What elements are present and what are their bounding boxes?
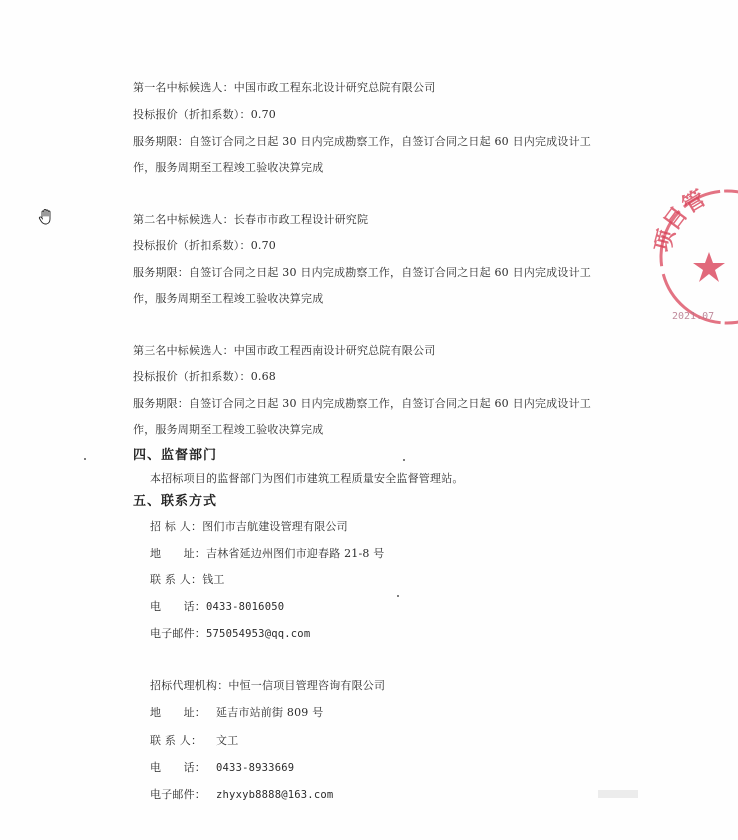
candidate-3-title: 第三名中标候选人：中国市政工程西南设计研究总院有限公司 — [133, 344, 436, 357]
candidate-3-service-line2: 作，服务周期至工程竣工验收决算完成 — [133, 423, 324, 436]
agency-row — [150, 679, 385, 693]
agency-email-row — [150, 788, 333, 802]
scan-dot — [84, 458, 86, 460]
agency-contact-value: 文工 — [216, 734, 239, 747]
candidate-1-service-line1: 服务期限：自签订合同之日起 30 日内完成勘察工作，自签订合同之日起 60 日内完成设计工 — [133, 135, 591, 148]
tenderer-contact-row — [150, 573, 225, 587]
tenderer-address-value: 吉林省延边州图们市迎春路 21-8 号 — [206, 547, 385, 560]
candidate-3-service-line1: 服务期限：自签订合同之日起 30 日内完成勘察工作，自签订合同之日起 60 日内完成设计工 — [133, 397, 591, 410]
agency-contact-label: 联 系 人： — [150, 734, 203, 747]
agency-contact-row — [150, 734, 238, 748]
tenderer-contact-value: 钱工 — [202, 573, 225, 586]
candidate-2-bid: 投标报价（折扣系数）：0.70 — [133, 239, 276, 252]
agency-value: 中恒一信项目管理咨询有限公司 — [228, 679, 386, 692]
tenderer-email-label: 电子邮件： — [150, 627, 206, 640]
tenderer-phone-row — [150, 600, 284, 614]
scan-speck — [598, 790, 638, 798]
supervision-text: 本招标项目的监督部门为图们市建筑工程质量安全监督管理站。 — [150, 472, 464, 485]
official-seal-icon — [649, 182, 738, 332]
seal-text: 项目管 — [649, 185, 711, 255]
tenderer-address-row — [150, 547, 385, 561]
scan-dot — [403, 459, 405, 461]
candidate-1-bid: 投标报价（折扣系数）：0.70 — [133, 108, 276, 121]
candidate-1-title: 第一名中标候选人：中国市政工程东北设计研究总院有限公司 — [133, 81, 436, 94]
tenderer-email-value: 575054953@qq.com — [206, 628, 311, 640]
agency-label: 招标代理机构： — [150, 679, 229, 692]
candidate-2-service-line2: 作，服务周期至工程竣工验收决算完成 — [133, 292, 324, 305]
candidate-2-title: 第二名中标候选人：长春市市政工程设计研究院 — [133, 213, 369, 226]
tenderer-label: 招 标 人： — [150, 520, 203, 533]
agency-phone-label: 电 话： — [150, 761, 206, 774]
hand-pointer-icon — [38, 208, 54, 226]
tenderer-address-label: 地 址： — [150, 547, 206, 560]
tenderer-value: 图们市吉航建设管理有限公司 — [202, 520, 348, 533]
agency-phone-value: 0433-8933669 — [216, 762, 295, 774]
tenderer-row — [150, 520, 348, 534]
agency-address-row — [150, 706, 323, 720]
agency-address-value: 延吉市站前街 809 号 — [216, 706, 324, 719]
seal-date: 2021.07 — [672, 311, 715, 322]
agency-email-label: 电子邮件： — [150, 788, 206, 801]
svg-text:项目管 — [650, 185, 710, 254]
supervision-heading: 四、监督部门 — [133, 448, 218, 463]
contact-heading: 五、联系方式 — [133, 494, 218, 509]
candidate-2-service-line1: 服务期限：自签订合同之日起 30 日内完成勘察工作，自签订合同之日起 60 日内完成设计工 — [133, 266, 591, 279]
tenderer-email-row — [150, 627, 310, 641]
candidate-3-bid: 投标报价（折扣系数）：0.68 — [133, 370, 276, 383]
candidate-1-service-line2: 作，服务周期至工程竣工验收决算完成 — [133, 161, 324, 174]
tenderer-contact-label: 联 系 人： — [150, 573, 203, 586]
agency-email-value: zhyxyb8888@163.com — [216, 789, 334, 801]
agency-address-label: 地 址： — [150, 706, 206, 719]
agency-phone-row — [150, 761, 294, 775]
tenderer-phone-label: 电 话： — [150, 600, 206, 613]
scan-dot — [397, 595, 399, 597]
tenderer-phone-value: 0433-8016050 — [206, 601, 285, 613]
